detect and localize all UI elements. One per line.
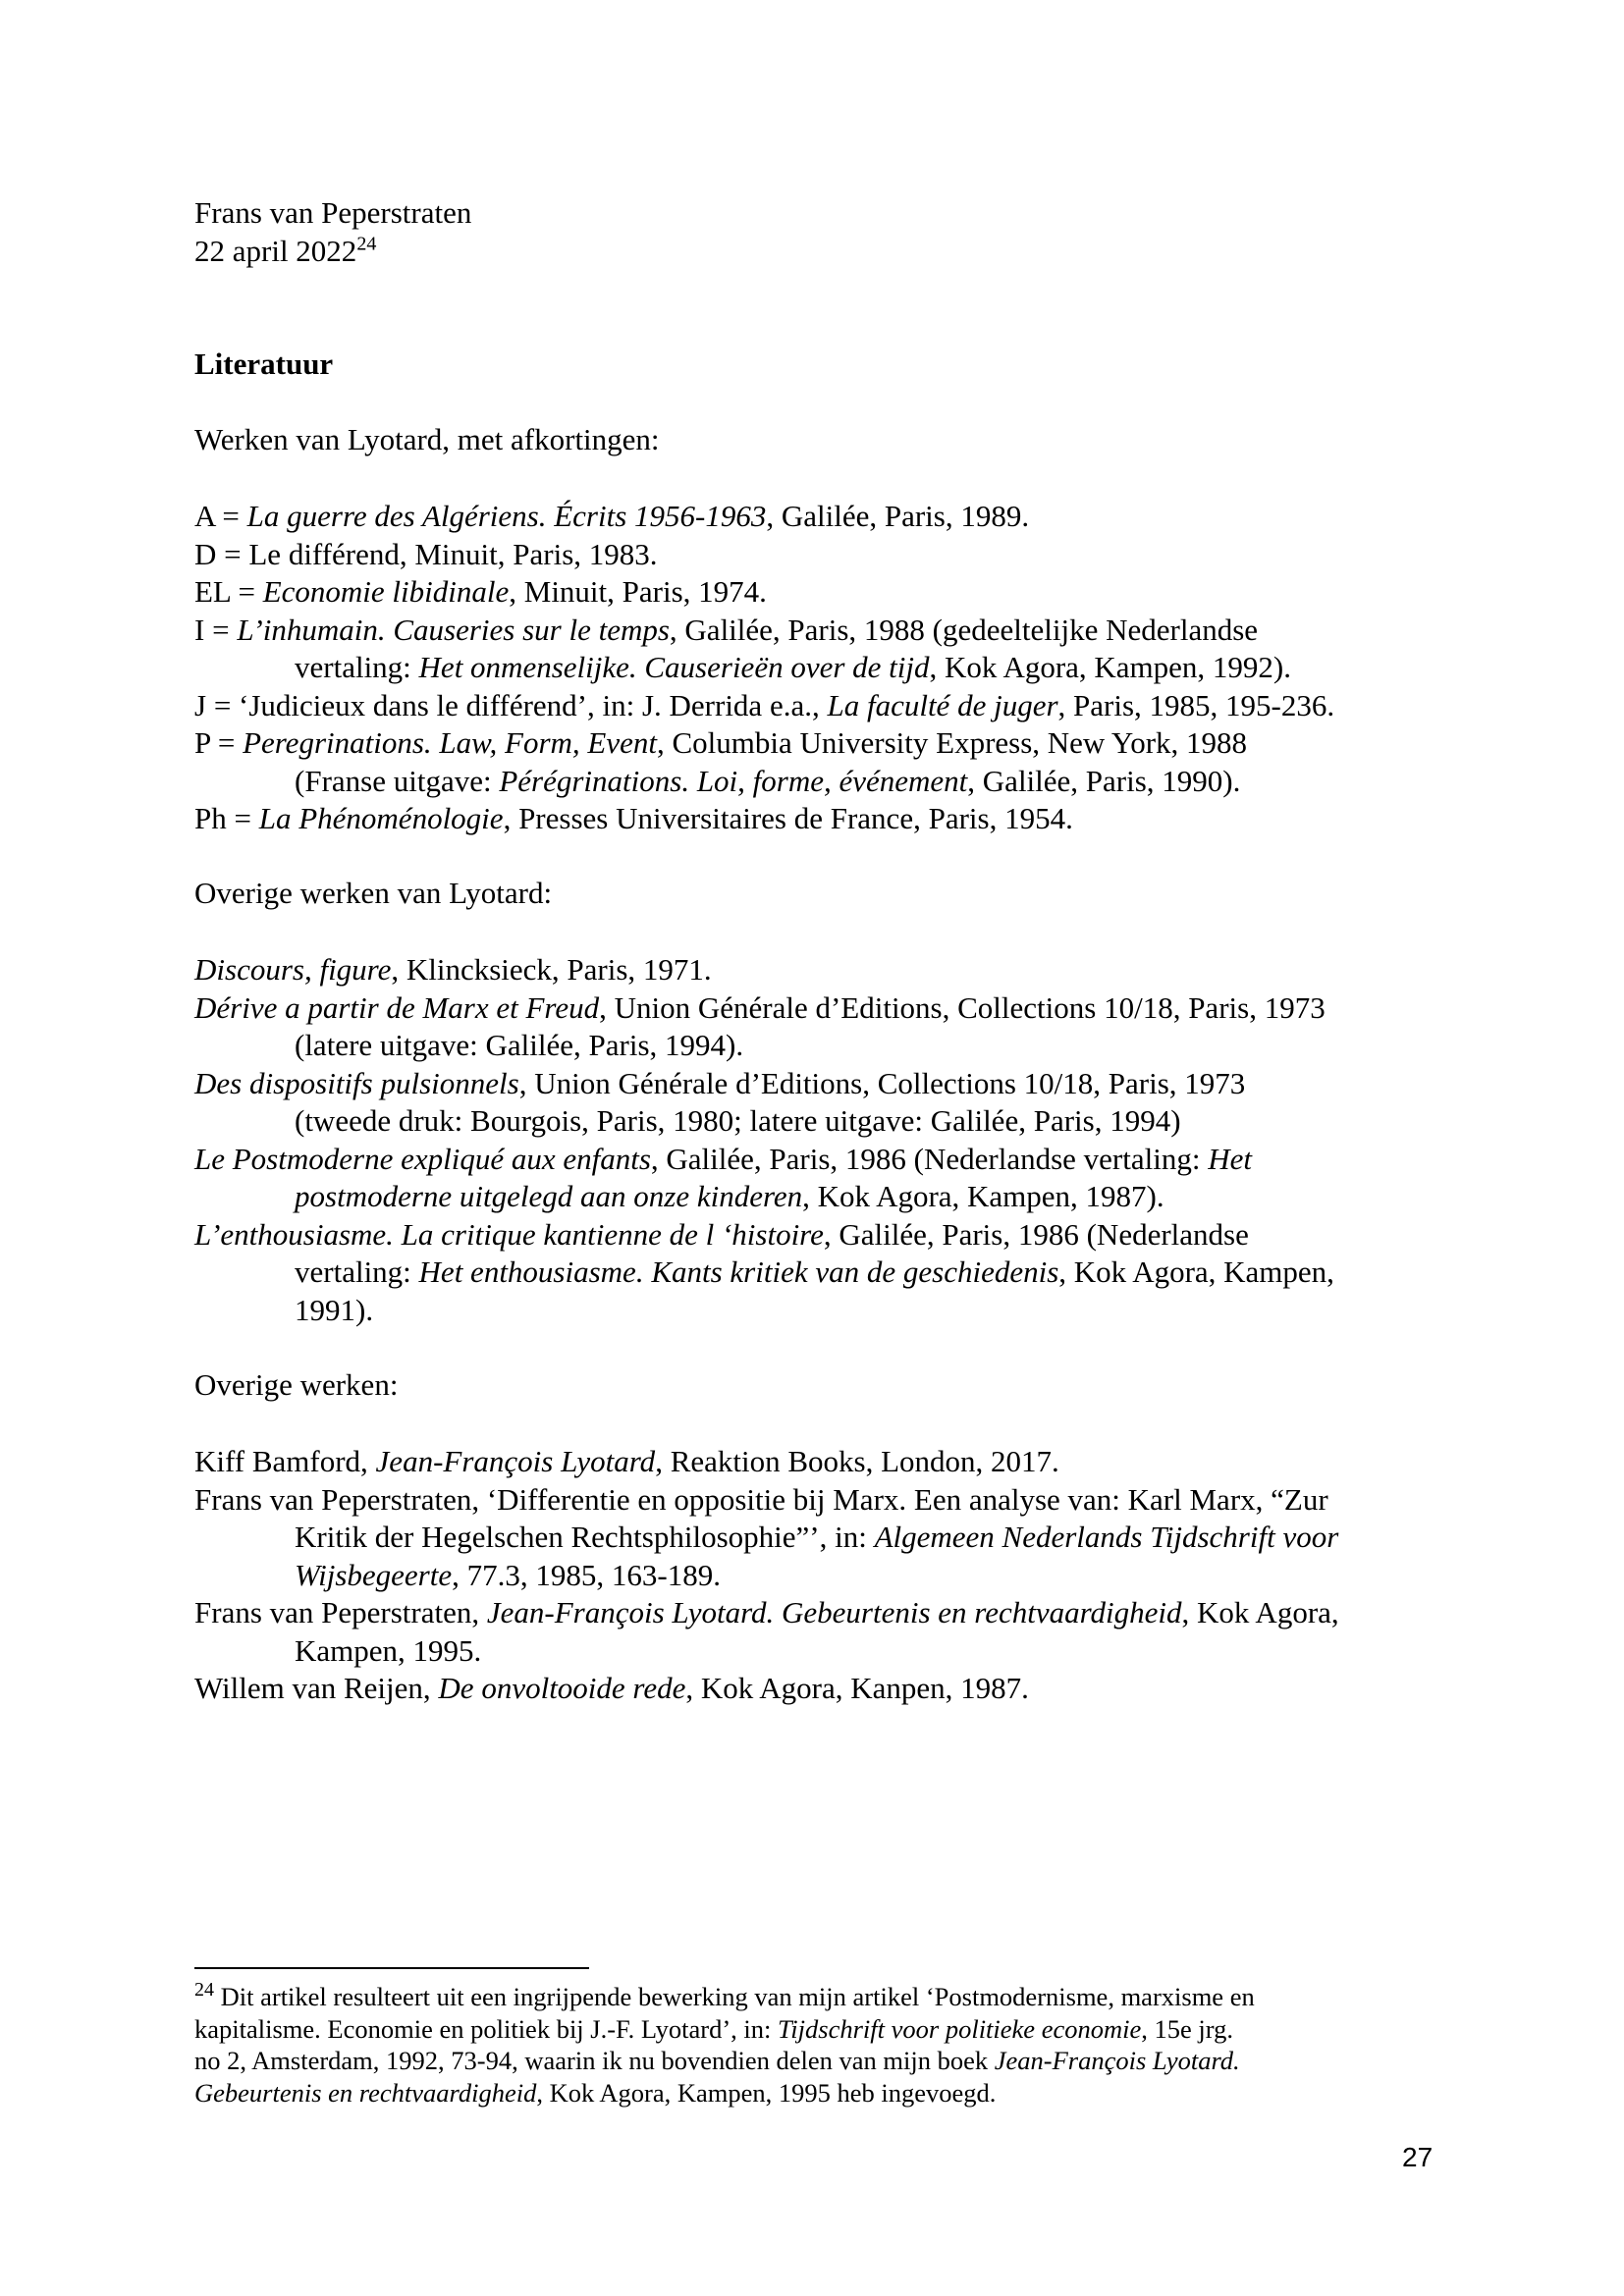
entry-prefix: J = ‘Judicieux dans le différend’, in: J. Derrida e.a.,	[194, 687, 828, 722]
entry-rest: , Kok Agora, Kampen, 1992).	[929, 650, 1292, 684]
footnote-line-2	[194, 2013, 1451, 2046]
bib-entry-derive-cont: (latere uitgave: Galilée, Paris, 1994).	[295, 1028, 744, 1062]
footnote-line-3	[194, 2045, 1451, 2077]
entry-title: Het	[1208, 1141, 1252, 1176]
entry-prefix: vertaling:	[295, 650, 419, 684]
other-lyotard-intro-block	[194, 875, 1451, 913]
footnote-text: , Kok Agora, Kampen, 1995 heb ingevoegd.	[536, 2077, 997, 2108]
bib-entry-p	[194, 724, 1451, 763]
other-lyotard-list	[194, 951, 1451, 1329]
bib-entry-j	[194, 687, 1451, 725]
entry-rest: , Kok Agora, Kampen,	[1058, 1255, 1334, 1289]
bib-entry-peperstraten-2-cont: Kampen, 1995.	[295, 1632, 482, 1668]
bib-entry-bamford	[194, 1443, 1451, 1481]
entry-prefix: (Franse uitgave:	[295, 763, 500, 798]
header-block	[194, 194, 1451, 270]
entry-title: Discours, figure	[194, 952, 392, 987]
bib-entry-peperstraten-1-cont2	[194, 1557, 1451, 1595]
entry-prefix: Kritik der Hegelschen Rechtsphilosophie”’, in:	[295, 1520, 875, 1554]
author-name: Frans van Peperstraten	[194, 195, 472, 230]
entry-rest: , Columbia University Express, New York, 1988	[656, 725, 1248, 760]
bib-entry-dispositifs	[194, 1065, 1451, 1103]
footnote-text: kapitalisme. Economie en politiek bij J.-F. Lyotard’, in:	[194, 2013, 779, 2044]
entry-rest: , Kok Agora, Kanpen, 1987.	[685, 1671, 1029, 1705]
footnote-title: Tijdschrift voor politieke economie	[778, 2013, 1142, 2044]
entry-rest: , Presses Universitaires de France, Paris, 1954.	[503, 801, 1073, 835]
entry-prefix: Willem van Reijen,	[194, 1671, 439, 1705]
bib-entry-reijen	[194, 1670, 1451, 1708]
bib-entry-dispositifs-cont: (tweede druk: Bourgois, Paris, 1980; latere uitgave: Galilée, Paris, 1994)	[295, 1103, 1181, 1138]
footnote-title: Gebeurtenis en rechtvaardigheid	[194, 2077, 537, 2108]
other-list	[194, 1443, 1451, 1708]
entry-title: Pérégrinations. Loi, forme, événement	[499, 763, 968, 798]
entry-prefix: Frans van Peperstraten,	[194, 1595, 487, 1629]
footnote-text: , 15e jrg.	[1141, 2013, 1233, 2044]
footnote-title: Jean-François Lyotard.	[994, 2046, 1240, 2075]
other-lyotard-intro: Overige werken van Lyotard:	[194, 876, 553, 910]
entry-title: Het enthousiasme. Kants kritiek van de geschiedenis	[418, 1255, 1059, 1289]
entry-title: Des dispositifs pulsionnels	[194, 1065, 519, 1100]
entry-title: Wijsbegeerte	[295, 1557, 453, 1592]
footnote-separator	[194, 1967, 589, 1969]
entry-title: Economie libidinale	[262, 574, 510, 609]
entry-rest: , Galilée, Paris, 1989.	[766, 499, 1030, 533]
bib-entry-a	[194, 498, 1451, 536]
abbrev-intro-block	[194, 421, 1451, 459]
entry-prefix: Ph =	[194, 801, 259, 835]
section-heading-block	[194, 346, 1451, 384]
footnote-text: no 2, Amsterdam, 1992, 73-94, waarin ik nu bovendien delen van mijn boek	[194, 2046, 995, 2075]
entry-rest: , Klincksieck, Paris, 1971.	[391, 952, 712, 987]
other-intro-block	[194, 1366, 1451, 1405]
entry-title: La faculté de juger	[827, 687, 1058, 722]
bib-entry-enthousiasme	[194, 1216, 1451, 1255]
bib-entry-enthousiasme-cont2: 1991).	[295, 1292, 374, 1327]
entry-title: L’inhumain. Causeries sur le temps	[237, 612, 670, 647]
entry-rest: , Reaktion Books, London, 2017.	[655, 1444, 1059, 1478]
entry-title: Le Postmoderne expliqué aux enfants	[194, 1141, 651, 1176]
entry-prefix: I =	[194, 612, 238, 647]
bib-entry-p-cont	[194, 763, 1451, 801]
entry-rest: , 77.3, 1985, 163-189.	[452, 1557, 721, 1592]
section-heading: Literatuur	[194, 347, 334, 381]
entry-rest: , Galilée, Paris, 1990).	[967, 763, 1241, 798]
date-line	[194, 233, 1451, 271]
entry-title: L’enthousiasme. La critique kantienne de l ‘histoire	[194, 1216, 824, 1252]
entry-title: De onvoltooide rede	[438, 1671, 686, 1705]
footnote-text: Dit artikel resulteert uit een ingrijpende bewerking van mijn artikel ‘Postmodernisme, marxisme en	[214, 1982, 1255, 2011]
bib-entry-el	[194, 573, 1451, 612]
entry-rest: , Kok Agora, Kampen, 1987).	[802, 1179, 1164, 1213]
other-intro: Overige werken:	[194, 1367, 399, 1402]
footnote-ref[interactable]: 24	[356, 233, 377, 255]
entry-prefix: vertaling:	[295, 1255, 419, 1289]
entry-prefix: Kiff Bamford,	[194, 1444, 376, 1478]
entry-title: Algemeen Nederlands Tijdschrift voor	[874, 1520, 1339, 1554]
bib-entry-ph	[194, 800, 1451, 838]
entry-rest: , Galilée, Paris, 1986 (Nederlandse vertaling:	[650, 1141, 1209, 1176]
bib-entry-d: D = Le différend, Minuit, Paris, 1983.	[194, 536, 658, 571]
entry-title: postmoderne uitgelegd aan onze kinderen	[295, 1179, 803, 1213]
footnote-line-4	[194, 2077, 1451, 2109]
entry-rest: , Minuit, Paris, 1974.	[509, 574, 767, 609]
entry-prefix: A =	[194, 499, 247, 533]
bib-entry-discours	[194, 951, 1451, 989]
entry-rest: , Galilée, Paris, 1986 (Nederlandse	[823, 1216, 1249, 1252]
entry-title: Dérive a partir de Marx et Freud	[194, 989, 600, 1025]
footnote-line-1	[194, 1981, 1451, 2013]
bib-entry-i-cont	[194, 649, 1451, 687]
entry-title: Het onmenselijke. Causerieën over de tijd	[418, 650, 930, 684]
bib-entry-i	[194, 612, 1451, 650]
bib-entry-peperstraten-1-cont	[194, 1519, 1451, 1557]
entry-title: Jean-François Lyotard	[375, 1444, 656, 1478]
bib-entry-enthousiasme-cont	[194, 1254, 1451, 1292]
entry-rest: , Galilée, Paris, 1988 (gedeeltelijke Nederlandse	[669, 612, 1259, 647]
page-number: 27	[1402, 2142, 1434, 2172]
entry-rest: , Union Générale d’Editions, Collections 10/18, Paris, 1973	[518, 1065, 1246, 1100]
bib-entry-postmoderne-cont	[194, 1178, 1451, 1216]
bib-entry-peperstraten-2	[194, 1594, 1451, 1632]
entry-title: La guerre des Algériens. Écrits 1956-1963	[246, 499, 767, 533]
entry-rest: , Union Générale d’Editions, Collections 10/18, Paris, 1973	[599, 989, 1326, 1025]
footnote	[194, 1981, 1451, 2109]
entry-rest: , Paris, 1985, 195-236.	[1057, 687, 1335, 722]
abbrev-list	[194, 498, 1451, 838]
footnote-number: 24	[194, 1979, 214, 2002]
entry-prefix: P =	[194, 725, 244, 760]
entry-title: Jean-François Lyotard. Gebeurtenis en rechtvaardigheid	[486, 1595, 1182, 1629]
entry-title: Peregrinations. Law, Form, Event	[243, 725, 657, 760]
bib-entry-postmoderne	[194, 1141, 1451, 1179]
entry-title: La Phénoménologie	[258, 801, 504, 835]
date-text: 22 april 2022	[194, 233, 357, 268]
bib-entry-derive	[194, 989, 1451, 1028]
abbrev-intro: Werken van Lyotard, met afkortingen:	[194, 422, 660, 456]
entry-rest: , Kok Agora,	[1181, 1595, 1339, 1629]
bib-entry-peperstraten-1: Frans van Peperstraten, ‘Differentie en oppositie bij Marx. Een analyse van: Karl Marx, “Zur	[194, 1481, 1328, 1517]
entry-prefix: EL =	[194, 574, 263, 609]
